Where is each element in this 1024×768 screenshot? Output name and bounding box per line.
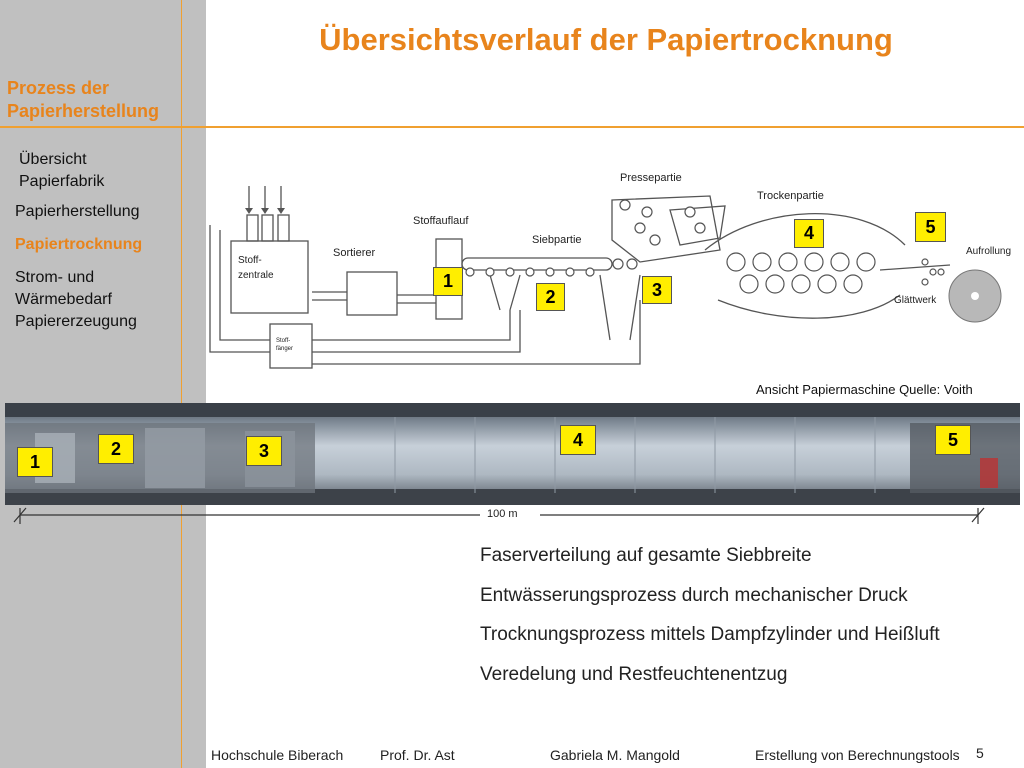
- sortierer-box: [347, 272, 397, 315]
- label-pressepartie: Pressepartie: [620, 172, 682, 184]
- footer-author: Gabriela M. Mangold: [550, 747, 680, 763]
- photo-badge-3: 3: [246, 436, 282, 466]
- diagram-badge-3: 3: [642, 276, 672, 304]
- bullet-text: Veredelung und Restfeuchtenentzug: [480, 664, 788, 685]
- photo-badge-4: 4: [560, 425, 596, 455]
- diagram-badge-1: 1: [433, 267, 463, 296]
- page-title: Übersichtsverlauf der Papiertrocknung: [319, 22, 893, 57]
- bullet-text: Trocknungsprozess mittels Dampfzylinder und Heißluft: [480, 624, 940, 645]
- label-stofffaenger: Stoff-: [276, 338, 291, 344]
- label-siebpartie: Siebpartie: [532, 234, 582, 246]
- bullet-text: Entwässerungsprozess durch mechanischer Druck: [480, 585, 908, 606]
- photo-badge-2: 2: [98, 434, 134, 464]
- bullet-item: [480, 664, 787, 686]
- sidebar-item-uebersicht[interactable]: Übersicht Papierfabrik: [19, 151, 105, 190]
- label-stofffaenger-2: fänger: [276, 346, 294, 352]
- footer-prof: Prof. Dr. Ast: [380, 747, 455, 763]
- paper-machine-photo: [5, 403, 1020, 505]
- photo-caption: Ansicht Papiermaschine Quelle: Voith: [756, 382, 973, 397]
- sidebar-section-title: Prozess der Papierherstellung: [7, 78, 160, 121]
- footer-topic: Erstellung von Berechnungstools: [755, 747, 960, 763]
- page-number: 5: [976, 745, 984, 761]
- sidebar-item-papiertrocknung[interactable]: Papiertrocknung: [15, 236, 143, 253]
- label-glaettwerk: Glättwerk: [894, 295, 937, 306]
- label-stoffzentrale-2: zentrale: [238, 270, 274, 281]
- scale-label: 100 m: [487, 508, 518, 520]
- sidebar-item-papierherstellung[interactable]: Papierherstellung: [15, 203, 140, 220]
- sidebar-item-stromwaerme[interactable]: Strom- und Wärmebedarf Papiererzeugung: [15, 269, 137, 330]
- diagram-badge-5: 5: [915, 212, 946, 242]
- diagram-badge-2: 2: [536, 283, 565, 311]
- bullet-text: Faserverteilung auf gesamte Siebbreite: [480, 545, 812, 566]
- footer-school: Hochschule Biberach: [211, 747, 344, 763]
- label-stoffauflauf: Stoffauflauf: [413, 215, 469, 227]
- bullet-item: [480, 624, 940, 646]
- label-stoffzentrale: Stoff-: [238, 255, 262, 266]
- photo-badge-1: 1: [17, 447, 53, 477]
- bullet-item: [480, 545, 812, 567]
- label-sortierer: Sortierer: [333, 247, 376, 259]
- bullet-item: [480, 585, 908, 607]
- diagram-badge-4: 4: [794, 219, 824, 248]
- label-aufrollung: Aufrollung: [966, 246, 1012, 257]
- photo-badge-5: 5: [935, 425, 971, 455]
- label-trockenpartie: Trockenpartie: [757, 190, 824, 202]
